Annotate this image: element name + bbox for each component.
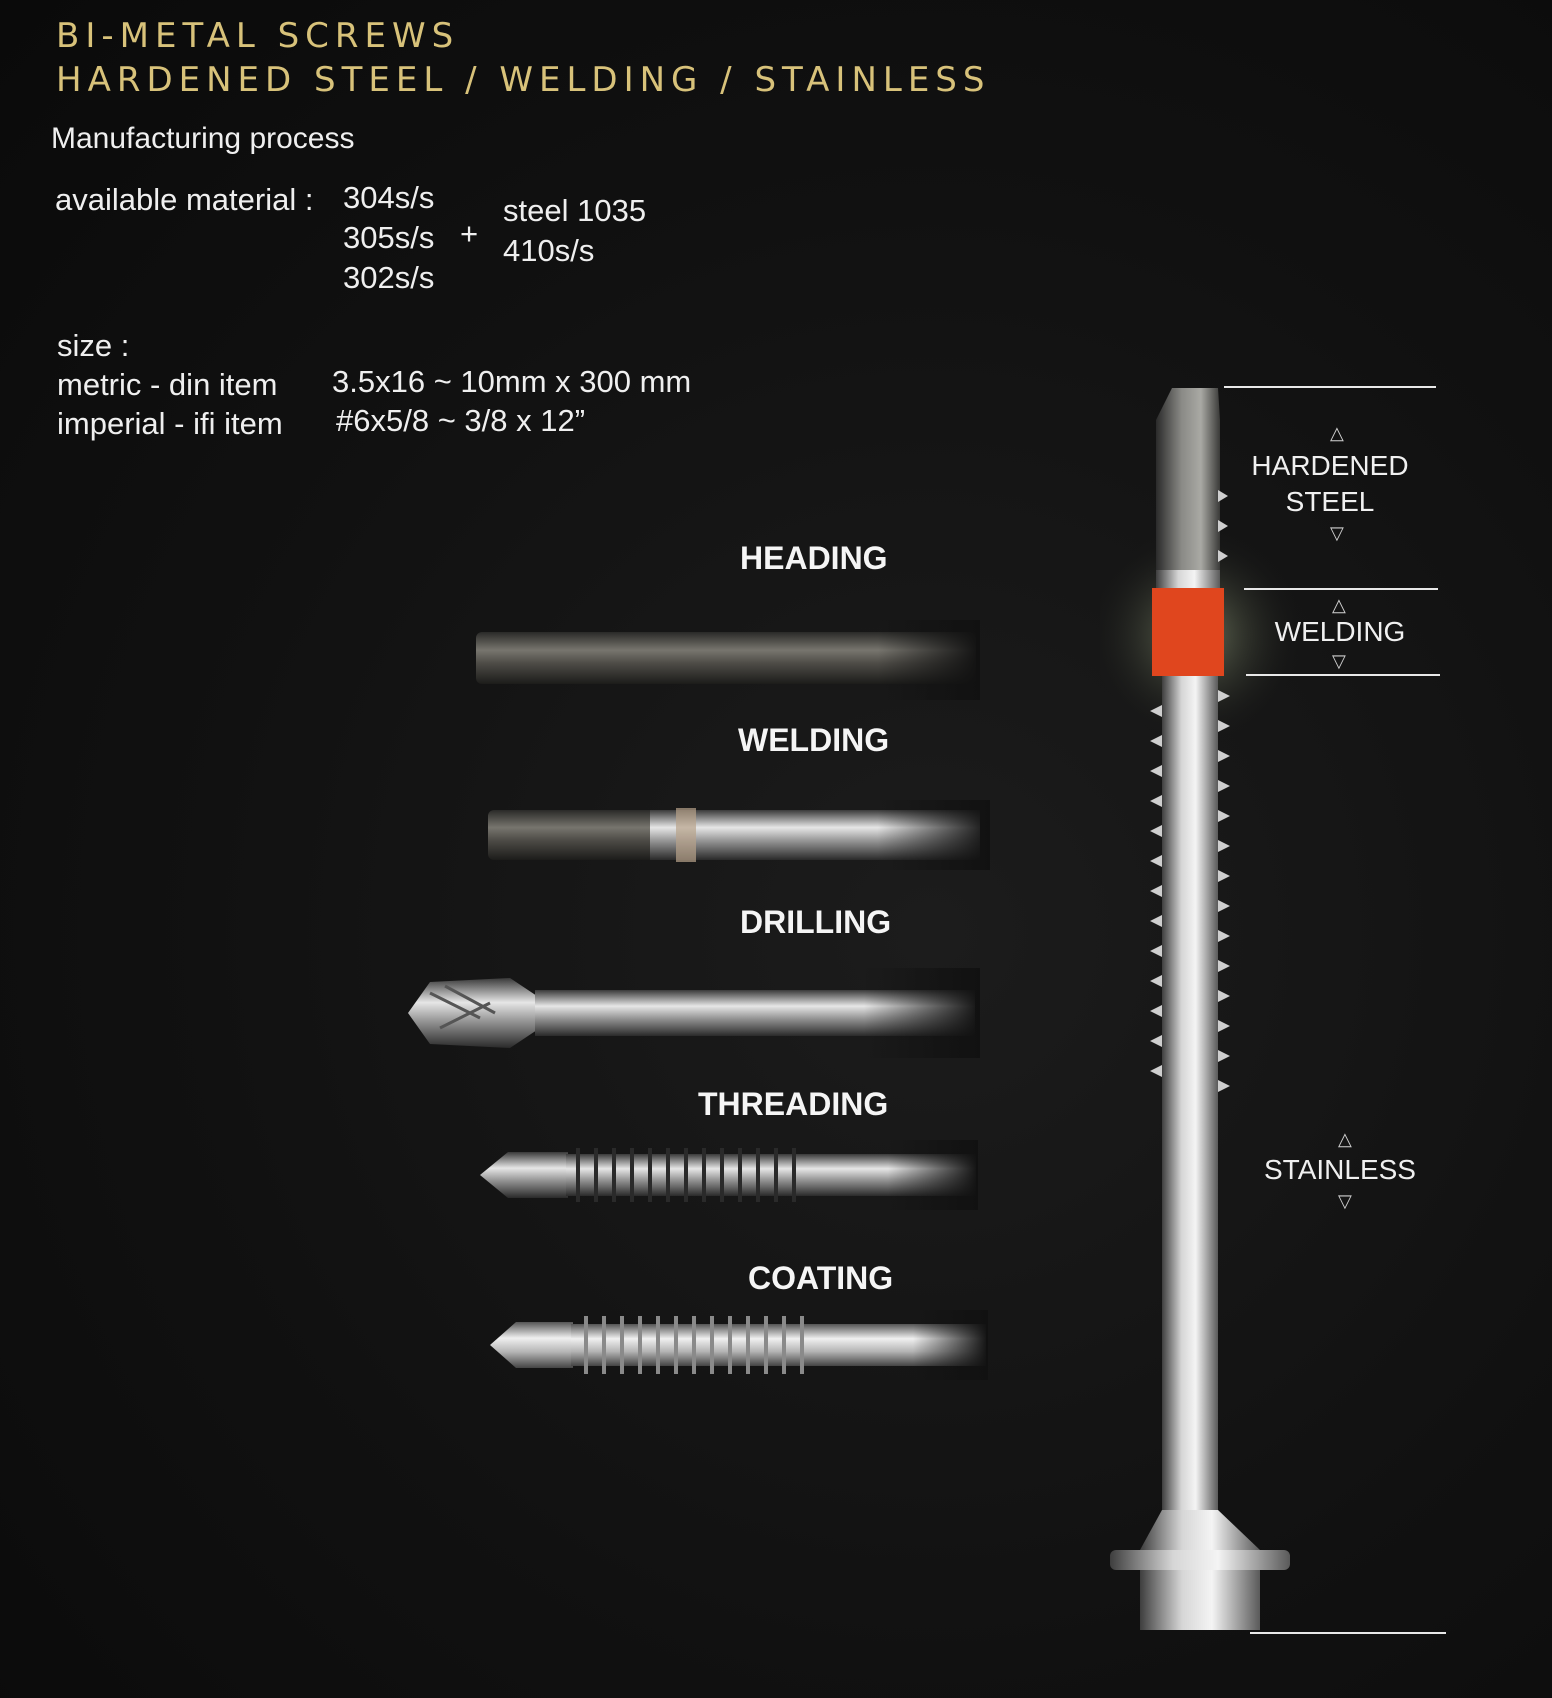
zone-line-bottom — [1250, 1632, 1446, 1634]
imperial-value: #6x5/8 ~ 3/8 x 12” — [336, 403, 586, 438]
up-triangle-icon: △ — [1332, 595, 1346, 615]
step-coating-label: COATING — [748, 1260, 894, 1296]
zone-stainless-label: STAINLESS — [1264, 1154, 1416, 1185]
material-label: available material : — [55, 182, 314, 217]
bimetal-screw-icon — [1100, 380, 1300, 1640]
zone-line-weld-bottom — [1246, 674, 1440, 676]
step-threading-label: THREADING — [698, 1086, 889, 1122]
zone-welding-label: WELDING — [1274, 616, 1406, 647]
step-heading-label: HEADING — [740, 540, 888, 576]
coated-screw-icon — [488, 1310, 988, 1380]
material-option-2: 305s/s — [343, 220, 435, 255]
zone-hardened-line1: HARDENED — [1251, 450, 1409, 481]
steel-option-2: 410s/s — [503, 233, 595, 268]
imperial-label: imperial - ifi item — [57, 406, 283, 441]
up-triangle-icon: △ — [1330, 423, 1344, 443]
down-triangle-icon: ▽ — [1332, 651, 1346, 671]
down-triangle-icon: ▽ — [1330, 523, 1344, 543]
subtitle: Manufacturing process — [51, 122, 355, 155]
title-line-2: HARDENED STEEL / WELDING / STAINLESS — [56, 60, 991, 100]
down-triangle-icon: ▽ — [1338, 1191, 1352, 1211]
zone-hardened-line2: STEEL — [1285, 486, 1375, 517]
step-welding-label: WELDING — [738, 722, 890, 758]
up-triangle-icon: △ — [1338, 1129, 1352, 1149]
material-option-1: 304s/s — [343, 180, 435, 215]
zone-line-weld-top — [1244, 588, 1438, 590]
material-option-3: 302s/s — [343, 260, 435, 295]
title-line-1: BI-METAL SCREWS — [56, 16, 460, 56]
metric-value: 3.5x16 ~ 10mm x 300 mm — [332, 364, 692, 399]
plain-rod-icon — [470, 620, 980, 700]
plus-sign: + — [460, 216, 479, 251]
step-drilling-label: DRILLING — [740, 904, 892, 940]
size-label: size : — [57, 328, 130, 363]
steel-option-1: steel 1035 — [503, 193, 647, 228]
welded-rod-icon — [480, 800, 990, 870]
metric-label: metric - din item — [57, 367, 278, 402]
drill-point-rod-icon — [400, 968, 980, 1058]
threaded-rod-icon — [478, 1140, 978, 1210]
zone-line-top — [1224, 386, 1436, 388]
